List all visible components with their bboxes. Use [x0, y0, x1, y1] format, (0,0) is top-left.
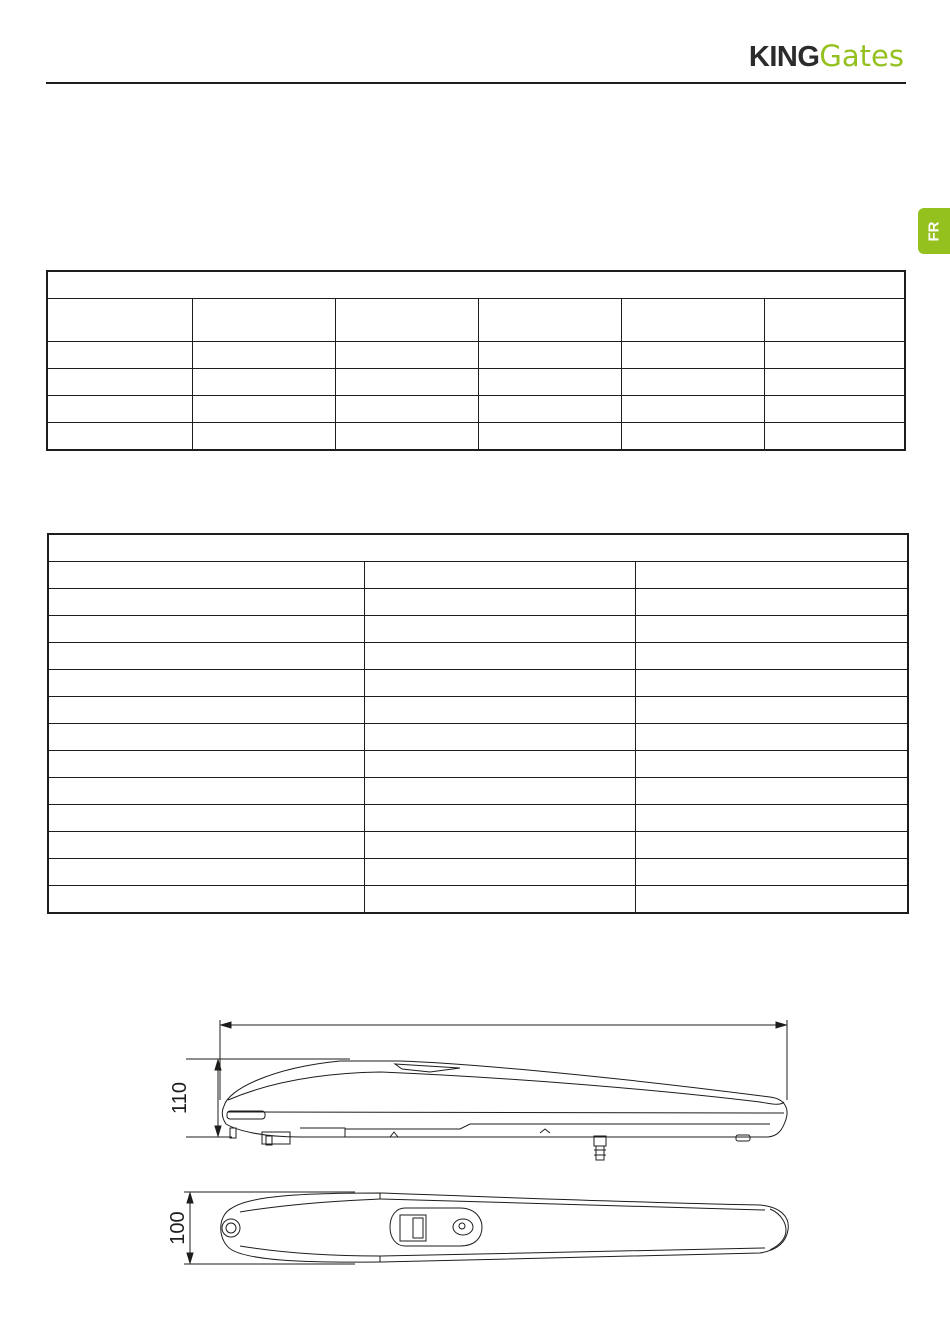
logo-gates-text: Gates	[819, 39, 904, 73]
side-height-label: 110	[169, 1082, 191, 1114]
top-width-label: 100	[167, 1211, 189, 1245]
motor-side-view	[222, 1061, 787, 1160]
motor-top-view	[221, 1193, 789, 1262]
width-dimension	[184, 1192, 355, 1264]
language-tab-label: FR	[925, 221, 943, 241]
logo-king-text: KING	[748, 41, 820, 73]
length-dimension	[220, 1020, 787, 1100]
height-dimension	[186, 1059, 350, 1137]
